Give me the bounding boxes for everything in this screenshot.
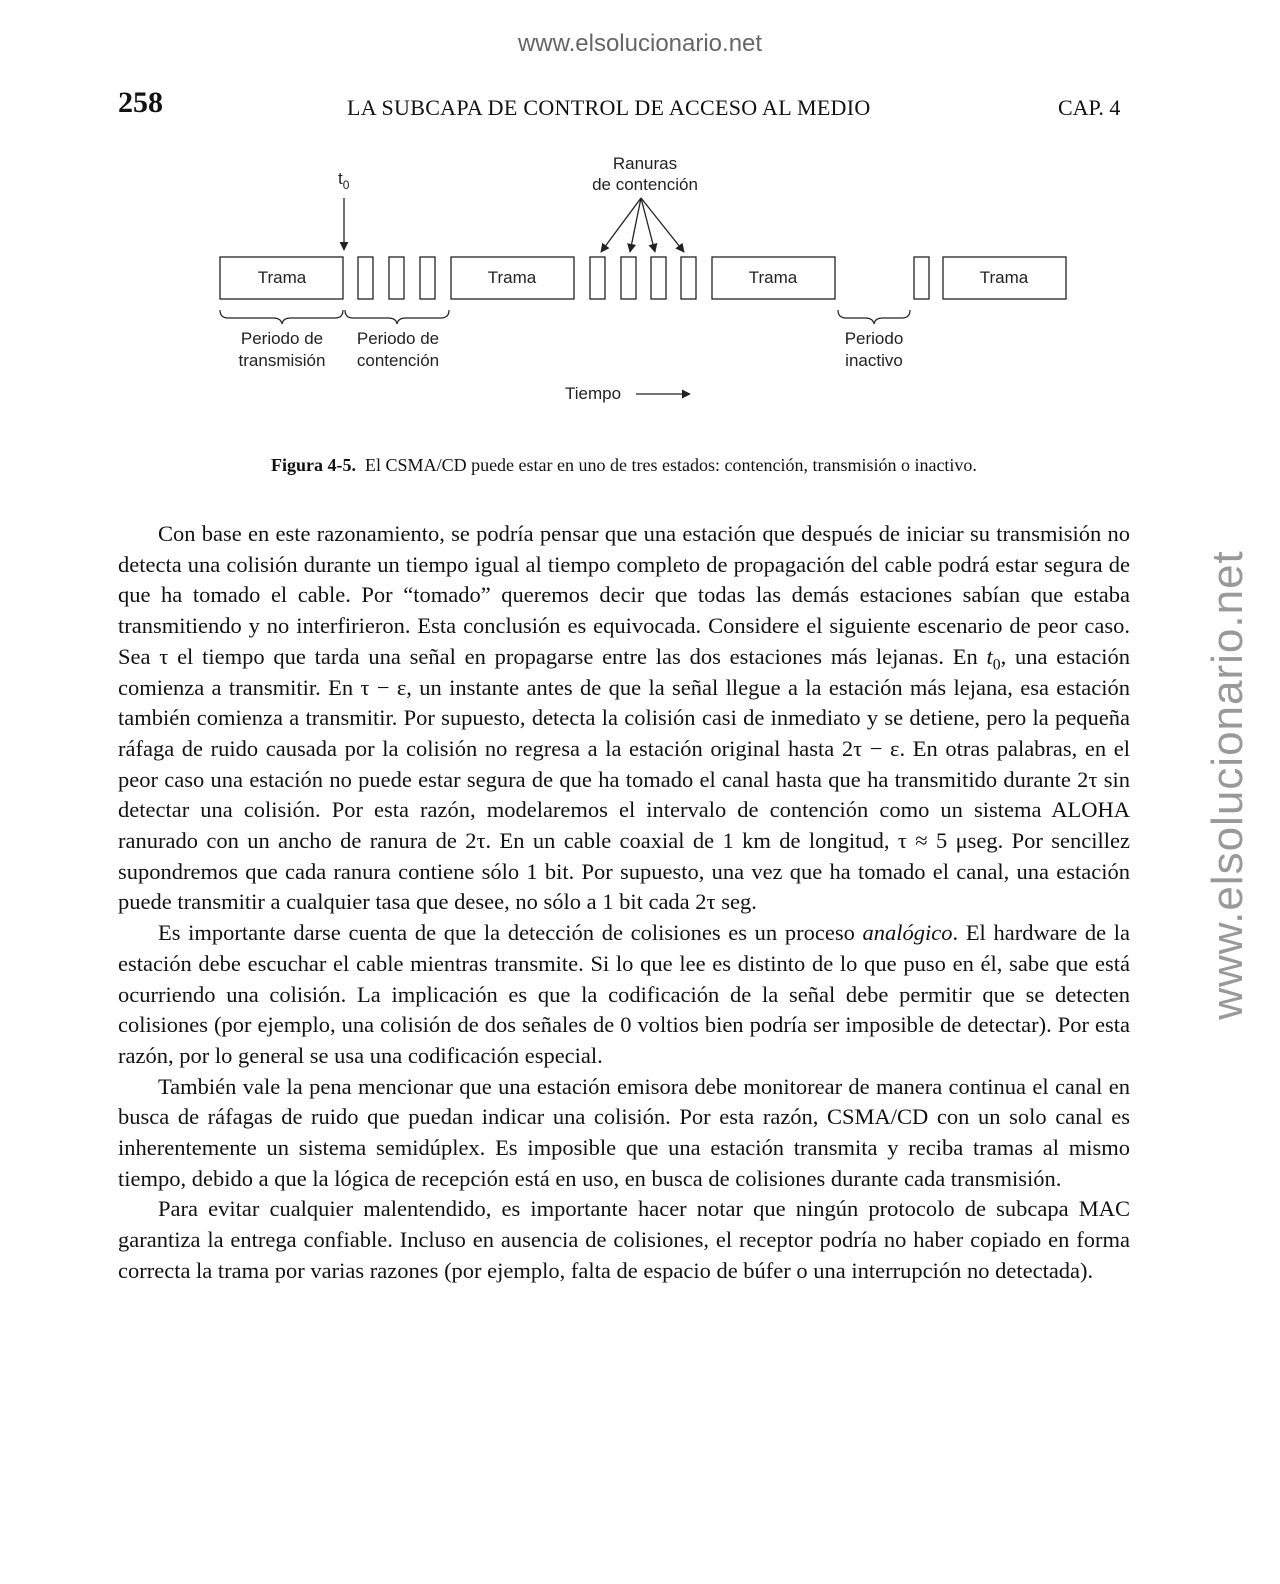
contention-slot: [590, 257, 605, 299]
idle-brace: [838, 310, 910, 324]
contention-slot: [389, 257, 404, 299]
csma-cd-states-figure: [0, 0, 1280, 440]
contention-slot: [621, 257, 636, 299]
paragraph: Con base en este razonamiento, se podría pensar que una estación que después de iniciar su transmisión no detecta una colisión durante un tiempo igual al tiempo completo de propagación del cable podrá estar segura de que ha tomado el cable. Por “tomado” queremos decir que todas las demás estaciones sabían que estaba transmitiendo y no interfirieron. Esta conclusión es equivocada. Considere el siguiente escenario de peor caso. Sea τ el tiempo que tarda una señal en propagarse entre las dos estaciones más lejanas. En $t_0$, una estación comienza a transmitir. En τ − ε, un instante antes de que la señal llegue a la estación más lejana, esa estación también comienza a transmitir. Por supuesto, detecta la colisión casi de inmediato y se detiene, pero la pequeña ráfaga de ruido causada por la colisión no regresa a la estación original hasta 2τ − ε. En otras palabras, en el peor caso una estación no puede estar segura de que ha tomado el canal hasta que ha transmitido durante 2τ sin detectar una colisión. Por esta razón, modelaremos el intervalo de contención como un sistema ALOHA ranurado con un ancho de ranura de 2τ. En un cable coaxial de 1 km de longitud, τ ≈ 5 μseg. Por sencillez supondremos que cada ranura contiene sólo 1 bit. Por supuesto, una vez que ha tomado el canal, una estación puede transmitir a cualquier tasa que desee, no sólo a 1 bit cada 2τ seg.: [118, 521, 1130, 915]
body-text: [118, 519, 1130, 1287]
contention-period-line2: contención: [356, 351, 440, 370]
t0-label: $t_0$: [338, 169, 350, 192]
paragraph: Es importante darse cuenta de que la detección de colisiones es un proceso analógico. El hardware de la estación debe escuchar el cable mientras transmite. Si lo que lee es distinto de lo que puso en él, sabe que está ocurriendo una colisión. La implicación es que la codificación de la señal debe permitir que se detecten colisiones (por ejemplo, una colisión de dos señales de 0 voltios bien podría ser imposible de detectar). Por esta razón, por lo general se usa una codificación especial.: [118, 920, 1130, 1068]
frame-label: Trama: [979, 268, 1029, 287]
italic-term: analógico: [862, 920, 953, 946]
frame-label: Trama: [257, 268, 307, 287]
page-number: 258: [118, 86, 163, 119]
time-label: Tiempo: [565, 384, 622, 403]
t0-inline: t: [986, 643, 993, 669]
frame-label: Trama: [487, 268, 537, 287]
slots-label-line2: de contención: [592, 175, 698, 194]
frame-label: Trama: [748, 268, 798, 287]
paragraph: También vale la pena mencionar que una estación emisora debe monitorear de manera continua el canal en busca de ráfagas de ruido que puedan indicar una colisión. Por esta razón, CSMA/CD con un solo canal es inherentemente un sistema semidúplex. Es imposible que una estación transmita y reciba tramas al mismo tiempo, debido a que la lógica de recepción está en uso, en busca de colisiones durante cada transmisión.: [118, 1073, 1130, 1191]
contention-slot: [914, 257, 929, 299]
contention-slot: [651, 257, 666, 299]
contention-slot: [358, 257, 373, 299]
transmission-brace: [220, 310, 343, 324]
slots-label-line1: Ranuras: [612, 154, 678, 173]
watermark-top: www.elsolucionario.net: [517, 30, 763, 57]
transmission-period-line1: Periodo de: [240, 329, 324, 348]
transmission-period-line2: transmisión: [238, 351, 326, 370]
idle-period-line1: Periodo: [844, 329, 904, 348]
caption-text: El CSMA/CD puede estar en uno de tres estados: contención, transmisión o inactivo.: [365, 455, 977, 475]
figure-caption: [0, 455, 1248, 476]
chapter-label: CAP. 4: [1058, 95, 1121, 120]
watermark-side: www.elsolucionario.net: [1203, 550, 1252, 1020]
idle-period-line2: inactivo: [845, 351, 903, 370]
paragraph: Para evitar cualquier malentendido, es importante hacer notar que ningún protocolo de subcapa MAC garantiza la entrega confiable. Incluso en ausencia de colisiones, el receptor podría no haber copiado en forma correcta la trama por varias razones (por ejemplo, falta de espacio de búfer o una interrupción no detectada).: [118, 1196, 1130, 1283]
contention-slot: [420, 257, 435, 299]
contention-slot: [681, 257, 696, 299]
caption-label: Figura 4-5.: [271, 455, 357, 475]
contention-period-line1: Periodo de: [356, 329, 440, 348]
running-title: LA SUBCAPA DE CONTROL DE ACCESO AL MEDIO: [347, 95, 871, 120]
contention-brace: [345, 310, 449, 324]
